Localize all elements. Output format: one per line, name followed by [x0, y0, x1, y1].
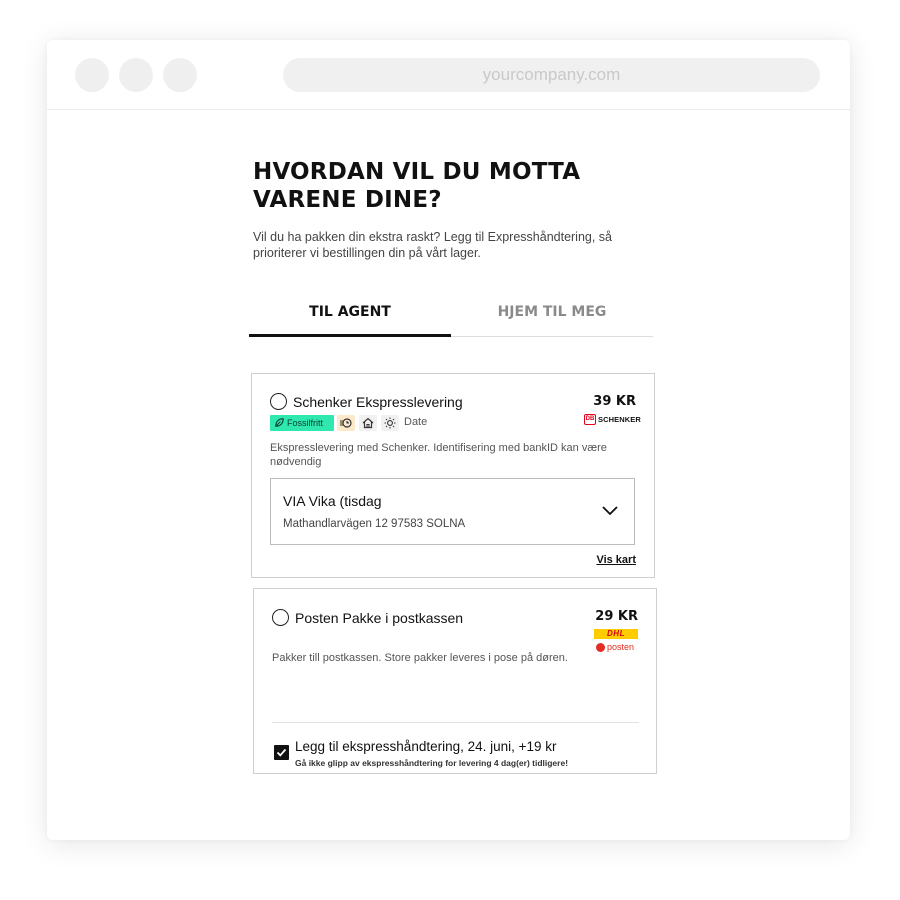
fast-delivery-icon	[337, 415, 355, 431]
express-checkbox[interactable]	[274, 745, 289, 760]
agent-address: Mathandlarvägen 12 97583 SOLNA	[283, 518, 466, 530]
page-title: HVORDAN VIL DU MOTTA VARENE DINE?	[253, 159, 581, 213]
option-divider	[272, 722, 639, 723]
page-content	[47, 40, 850, 840]
leaf-icon	[274, 417, 285, 428]
page-subtitle: Vil du ha pakken din ekstra raskt? Legg til Expresshåndtering, så prioriterer vi bestillingen din på vårt lager.	[253, 230, 613, 260]
db-logo-mark: DB	[584, 414, 596, 425]
fossilfritt-label: Fossilfritt	[287, 418, 323, 428]
posten-logo-text: posten	[607, 642, 635, 652]
schenker-description: Ekspresslevering med Schenker. Identifisering med bankID kan være nødvendig	[270, 442, 607, 468]
delivery-option-schenker[interactable]	[251, 373, 655, 578]
agent-select[interactable]	[270, 478, 635, 545]
checkmark-icon	[275, 746, 288, 759]
home-icon	[359, 415, 377, 431]
date-label: Date	[404, 416, 428, 428]
posten-radio[interactable]	[272, 609, 289, 626]
posten-option-name: Posten Pakke i postkassen	[295, 610, 464, 626]
dhl-logo	[594, 629, 638, 639]
tab-hjem-til-meg[interactable]: HJEM TIL MEG	[497, 304, 607, 320]
schenker-radio[interactable]	[270, 393, 287, 410]
agent-name: VIA Vika (tisdag	[283, 493, 382, 509]
dhl-logo-text: DHL	[607, 629, 625, 638]
posten-description: Pakker till postkassen. Store pakker leveres i pose på døren.	[272, 652, 568, 664]
vis-kart-link[interactable]: Vis kart	[596, 554, 636, 566]
delivery-tabs	[249, 295, 653, 337]
schenker-logo	[584, 414, 641, 426]
schenker-option-name: Schenker Ekspresslevering	[293, 394, 463, 410]
express-label: Legg til ekspresshåndtering, 24. juni, +19 kr	[295, 739, 557, 754]
tab-til-agent[interactable]: TIL AGENT	[249, 295, 451, 337]
chevron-down-icon	[600, 503, 620, 517]
address-bar[interactable]: yourcompany.com	[283, 58, 820, 92]
delivery-option-posten[interactable]	[253, 588, 657, 774]
schenker-price: 39 KR	[593, 394, 636, 409]
schenker-logo-text: SCHENKER	[598, 415, 641, 424]
posten-price: 29 KR	[595, 609, 638, 624]
browser-window	[47, 40, 850, 840]
fossilfritt-badge	[270, 415, 334, 431]
sun-icon	[381, 415, 399, 431]
express-sublabel: Gå ikke glipp av ekspresshåndtering for levering 4 dag(er) tidligere!	[295, 758, 569, 768]
